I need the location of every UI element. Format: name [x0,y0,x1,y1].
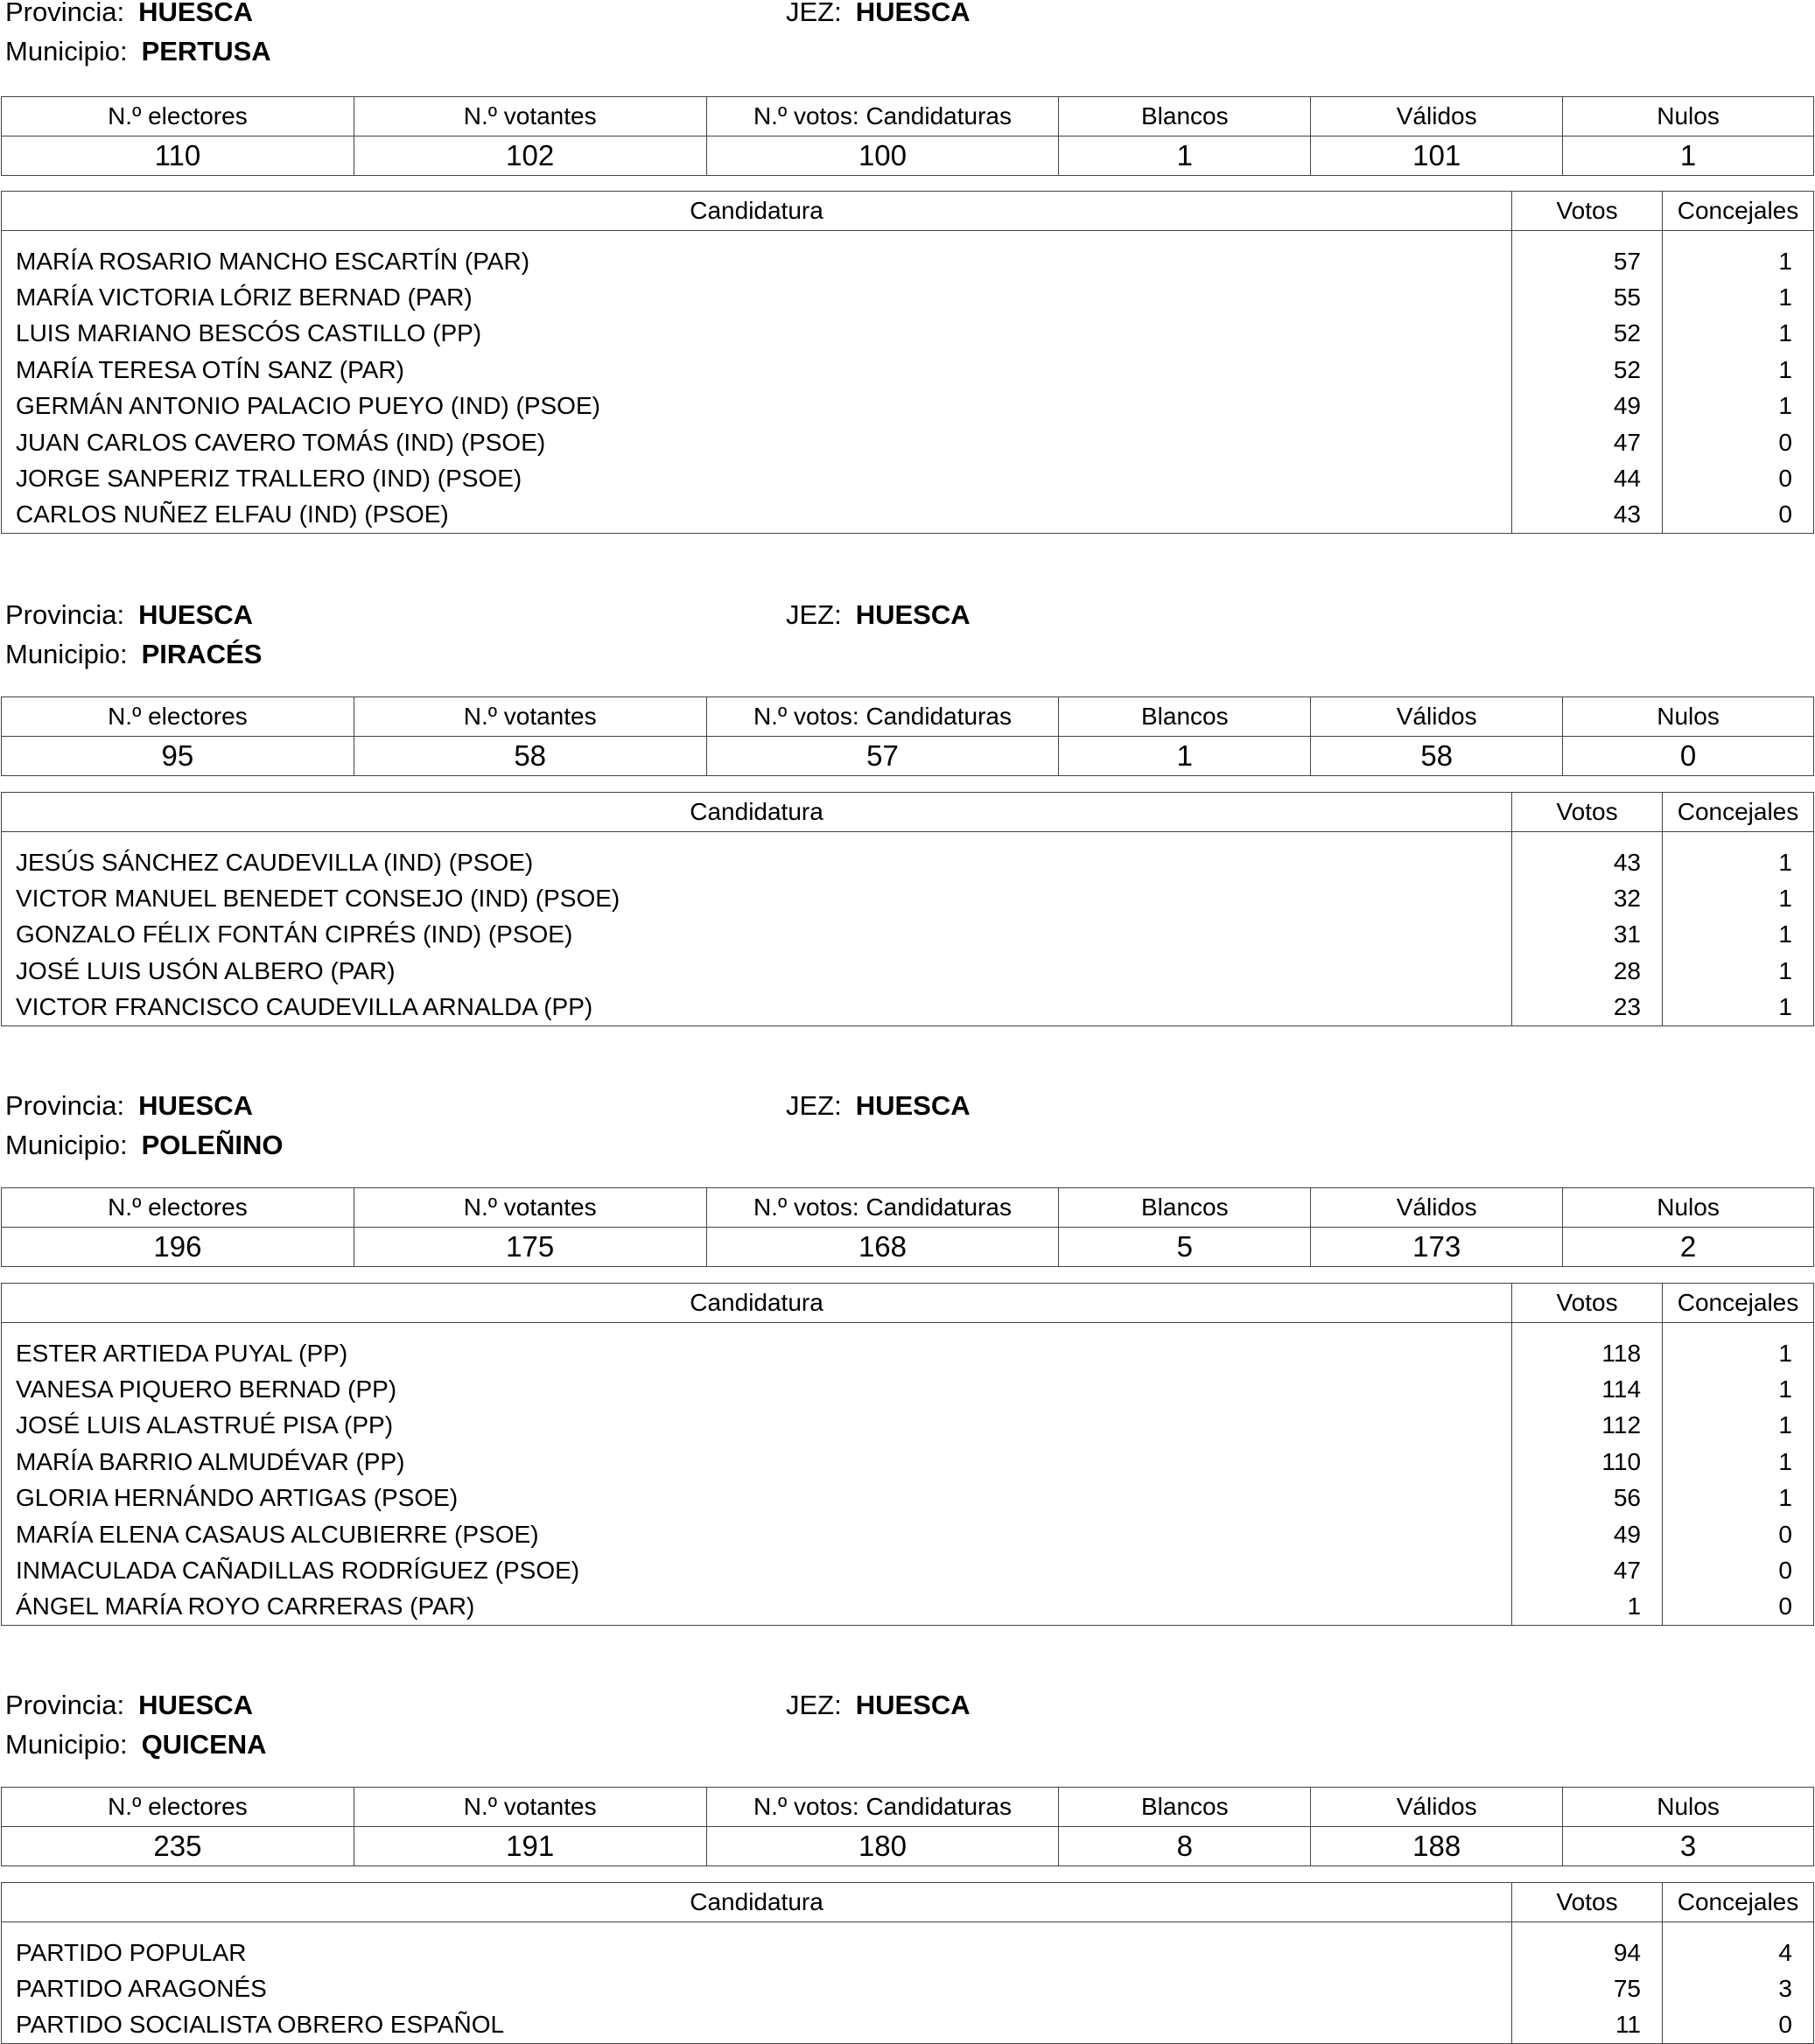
provincia-value: HUESCA [138,599,254,630]
jez-label: JEZ: [786,0,842,27]
blancos-header: Blancos [1059,97,1311,136]
candidate-votos: 112 [1512,1408,1663,1444]
candidate-row [2,1516,1814,1552]
candidate-name: PARTIDO POPULAR [2,1922,1512,1971]
electores-value: 110 [2,136,354,176]
validos-value: 173 [1311,1228,1563,1267]
candidate-concejales: 4 [1663,1922,1814,1971]
candidate-row [2,1323,1814,1372]
votos-header: Votos [1512,793,1663,832]
candidate-row [2,388,1814,424]
provincia-value: HUESCA [138,1090,254,1121]
votos-header: Votos [1512,1883,1663,1922]
validos-header: Válidos [1311,1788,1563,1827]
candidate-name: JUAN CARLOS CAVERO TOMÁS (IND) (PSOE) [2,424,1512,460]
candidate-votos: 43 [1512,497,1663,534]
jez-label: JEZ: [786,1690,842,1720]
stats-table [1,696,1814,776]
municipio-value: POLEÑINO [141,1130,284,1160]
candidate-name: MARÍA ELENA CASAUS ALCUBIERRE (PSOE) [2,1516,1512,1552]
candidate-name: MARÍA VICTORIA LÓRIZ BERNAD (PAR) [2,279,1512,315]
candidate-name: MARÍA BARRIO ALMUDÉVAR (PP) [2,1444,1512,1480]
candidate-name: GLORIA HERNÁNDO ARTIGAS (PSOE) [2,1480,1512,1516]
votos-candidaturas-header: N.º votos: Candidaturas [706,1788,1059,1827]
candidate-name: JORGE SANPERIZ TRALLERO (IND) (PSOE) [2,460,1512,496]
blancos-value: 8 [1059,1827,1311,1866]
votantes-value: 175 [354,1228,706,1267]
candidate-votos: 118 [1512,1323,1663,1372]
nulos-value: 2 [1563,1228,1814,1267]
candidate-votos: 49 [1512,1516,1663,1552]
municipio-value: PERTUSA [141,36,271,66]
votos-header: Votos [1512,1284,1663,1323]
jez-value: HUESCA [855,599,971,630]
municipio-label: Municipio: [5,639,128,669]
candidate-votos: 47 [1512,1552,1663,1588]
validos-value: 188 [1311,1827,1563,1866]
candidate-name: LUIS MARIANO BESCÓS CASTILLO (PP) [2,316,1512,352]
votos-header: Votos [1512,192,1663,231]
candidate-concejales: 1 [1663,231,1814,280]
electores-header: N.º electores [2,697,354,737]
jez-line [786,1690,971,1721]
candidate-row [2,460,1814,496]
provincia-line [5,1090,253,1122]
provincia-value: HUESCA [138,0,254,27]
candidate-votos: 28 [1512,953,1663,989]
municipio-label: Municipio: [5,1130,128,1160]
candidate-concejales: 1 [1663,1408,1814,1444]
candidate-concejales: 0 [1663,1589,1814,1626]
provincia-label: Provincia: [5,599,125,630]
votos-candidaturas-value: 57 [706,737,1059,776]
candidatura-header: Candidatura [2,793,1512,832]
candidate-votos: 47 [1512,424,1663,460]
provincia-line [5,0,253,28]
candidates-table [1,792,1814,1026]
candidate-name: ESTER ARTIEDA PUYAL (PP) [2,1323,1512,1372]
candidate-name: GONZALO FÉLIX FONTÁN CIPRÉS (IND) (PSOE) [2,917,1512,953]
candidate-name: MARÍA TERESA OTÍN SANZ (PAR) [2,352,1512,388]
candidate-row [2,1408,1814,1444]
candidate-name: PARTIDO ARAGONÉS [2,1970,1512,2006]
provincia-label: Provincia: [5,1690,125,1720]
provincia-label: Provincia: [5,0,125,27]
municipality-section-piraces [0,599,1815,1028]
votos-candidaturas-value: 180 [706,1827,1059,1866]
blancos-header: Blancos [1059,1188,1311,1228]
candidate-name: MARÍA ROSARIO MANCHO ESCARTÍN (PAR) [2,231,1512,280]
concejales-header: Concejales [1663,1284,1814,1323]
candidate-votos: 49 [1512,388,1663,424]
candidate-votos: 114 [1512,1371,1663,1407]
jez-label: JEZ: [786,599,842,630]
validos-header: Válidos [1311,1188,1563,1228]
jez-value: HUESCA [855,0,971,27]
nulos-header: Nulos [1563,697,1814,737]
candidate-row [2,2007,1814,2044]
nulos-header: Nulos [1563,97,1814,136]
municipio-line [5,1130,283,1161]
candidate-row [2,316,1814,352]
validos-value: 58 [1311,737,1563,776]
candidate-row [2,832,1814,881]
nulos-value: 0 [1563,737,1814,776]
municipio-label: Municipio: [5,36,128,66]
concejales-header: Concejales [1663,1883,1814,1922]
candidate-votos: 31 [1512,917,1663,953]
candidate-concejales: 0 [1663,424,1814,460]
candidate-concejales: 0 [1663,1516,1814,1552]
candidate-row [2,1371,1814,1407]
votantes-header: N.º votantes [354,697,706,737]
candidate-name: PARTIDO SOCIALISTA OBRERO ESPAÑOL [2,2007,1512,2044]
candidate-row [2,1444,1814,1480]
concejales-header: Concejales [1663,793,1814,832]
candidate-concejales: 1 [1663,990,1814,1026]
municipio-value: PIRACÉS [141,639,263,669]
candidatura-header: Candidatura [2,1284,1512,1323]
jez-value: HUESCA [855,1690,971,1720]
validos-header: Válidos [1311,697,1563,737]
municipality-section-pertusa [0,0,1815,534]
candidate-concejales: 1 [1663,316,1814,352]
validos-header: Válidos [1311,97,1563,136]
blancos-value: 1 [1059,737,1311,776]
provincia-line [5,599,253,631]
blancos-value: 5 [1059,1228,1311,1267]
provincia-line [5,1690,253,1721]
candidate-name: JOSÉ LUIS USÓN ALBERO (PAR) [2,953,1512,989]
votos-candidaturas-header: N.º votos: Candidaturas [706,97,1059,136]
electores-header: N.º electores [2,1188,354,1228]
candidates-table [1,1283,1814,1626]
candidate-votos: 75 [1512,1970,1663,2006]
candidate-name: JESÚS SÁNCHEZ CAUDEVILLA (IND) (PSOE) [2,832,1512,881]
jez-line [786,599,971,631]
votos-candidaturas-value: 100 [706,136,1059,176]
candidate-votos: 110 [1512,1444,1663,1480]
concejales-header: Concejales [1663,192,1814,231]
candidate-row [2,352,1814,388]
candidate-row [2,1589,1814,1626]
municipio-line [5,36,271,67]
candidate-votos: 57 [1512,231,1663,280]
candidate-name: ÁNGEL MARÍA ROYO CARRERAS (PAR) [2,1589,1512,1626]
candidate-concejales: 1 [1663,388,1814,424]
candidate-row [2,990,1814,1026]
candidate-concejales: 1 [1663,880,1814,916]
candidate-row [2,880,1814,916]
votantes-value: 102 [354,136,706,176]
jez-label: JEZ: [786,1090,842,1121]
candidate-concejales: 1 [1663,1444,1814,1480]
candidate-row [2,917,1814,953]
votos-candidaturas-header: N.º votos: Candidaturas [706,1188,1059,1228]
votantes-header: N.º votantes [354,1788,706,1827]
candidate-concejales: 1 [1663,917,1814,953]
candidate-concejales: 0 [1663,460,1814,496]
municipio-label: Municipio: [5,1729,128,1760]
votantes-header: N.º votantes [354,1188,706,1228]
candidate-votos: 23 [1512,990,1663,1026]
blancos-header: Blancos [1059,1788,1311,1827]
candidate-row [2,279,1814,315]
municipio-line [5,1729,267,1760]
candidates-table [1,191,1814,534]
candidate-row [2,953,1814,989]
electores-value: 235 [2,1827,354,1866]
candidate-concejales: 1 [1663,279,1814,315]
candidate-votos: 11 [1512,2007,1663,2044]
candidatura-header: Candidatura [2,192,1512,231]
candidate-name: VICTOR MANUEL BENEDET CONSEJO (IND) (PSOE) [2,880,1512,916]
candidate-row [2,1922,1814,1971]
nulos-header: Nulos [1563,1788,1814,1827]
jez-line [786,0,971,28]
candidate-votos: 1 [1512,1589,1663,1626]
stats-table [1,1787,1814,1866]
electores-value: 95 [2,737,354,776]
electores-header: N.º electores [2,1788,354,1827]
candidate-concejales: 1 [1663,832,1814,881]
candidate-votos: 43 [1512,832,1663,881]
validos-value: 101 [1311,136,1563,176]
municipality-section-poleñino [0,1090,1815,1624]
electores-value: 196 [2,1228,354,1267]
nulos-value: 3 [1563,1827,1814,1866]
candidate-concejales: 1 [1663,1323,1814,1372]
candidate-concejales: 0 [1663,2007,1814,2044]
votos-candidaturas-value: 168 [706,1228,1059,1267]
votantes-header: N.º votantes [354,97,706,136]
votos-candidaturas-header: N.º votos: Candidaturas [706,697,1059,737]
candidates-table [1,1882,1814,2044]
municipio-line [5,639,262,670]
votantes-value: 58 [354,737,706,776]
candidate-row [2,424,1814,460]
electores-header: N.º electores [2,97,354,136]
candidate-row [2,497,1814,534]
candidate-name: VICTOR FRANCISCO CAUDEVILLA ARNALDA (PP) [2,990,1512,1026]
candidate-name: INMACULADA CAÑADILLAS RODRÍGUEZ (PSOE) [2,1552,1512,1588]
candidatura-header: Candidatura [2,1883,1512,1922]
blancos-value: 1 [1059,136,1311,176]
candidate-concejales: 3 [1663,1970,1814,2006]
candidate-name: GERMÁN ANTONIO PALACIO PUEYO (IND) (PSOE) [2,388,1512,424]
candidate-concejales: 0 [1663,497,1814,534]
nulos-value: 1 [1563,136,1814,176]
stats-table [1,1187,1814,1267]
candidate-row [2,1552,1814,1588]
candidate-concejales: 0 [1663,1552,1814,1588]
candidate-votos: 56 [1512,1480,1663,1516]
candidate-votos: 94 [1512,1922,1663,1971]
candidate-concejales: 1 [1663,1480,1814,1516]
provincia-value: HUESCA [138,1690,254,1720]
candidate-name: CARLOS NUÑEZ ELFAU (IND) (PSOE) [2,497,1512,534]
municipio-value: QUICENA [141,1729,267,1760]
candidate-concejales: 1 [1663,352,1814,388]
candidate-name: VANESA PIQUERO BERNAD (PP) [2,1371,1512,1407]
candidate-votos: 32 [1512,880,1663,916]
votantes-value: 191 [354,1827,706,1866]
blancos-header: Blancos [1059,697,1311,737]
candidate-row [2,231,1814,280]
nulos-header: Nulos [1563,1188,1814,1228]
provincia-label: Provincia: [5,1090,125,1121]
candidate-row [2,1970,1814,2006]
candidate-concejales: 1 [1663,1371,1814,1407]
jez-value: HUESCA [855,1090,971,1121]
candidate-votos: 52 [1512,316,1663,352]
municipality-section-quicena [0,1690,1815,2041]
candidate-votos: 44 [1512,460,1663,496]
candidate-name: JOSÉ LUIS ALASTRUÉ PISA (PP) [2,1408,1512,1444]
candidate-row [2,1480,1814,1516]
jez-line [786,1090,971,1122]
candidate-votos: 55 [1512,279,1663,315]
candidate-concejales: 1 [1663,953,1814,989]
stats-table [1,96,1814,176]
candidate-votos: 52 [1512,352,1663,388]
